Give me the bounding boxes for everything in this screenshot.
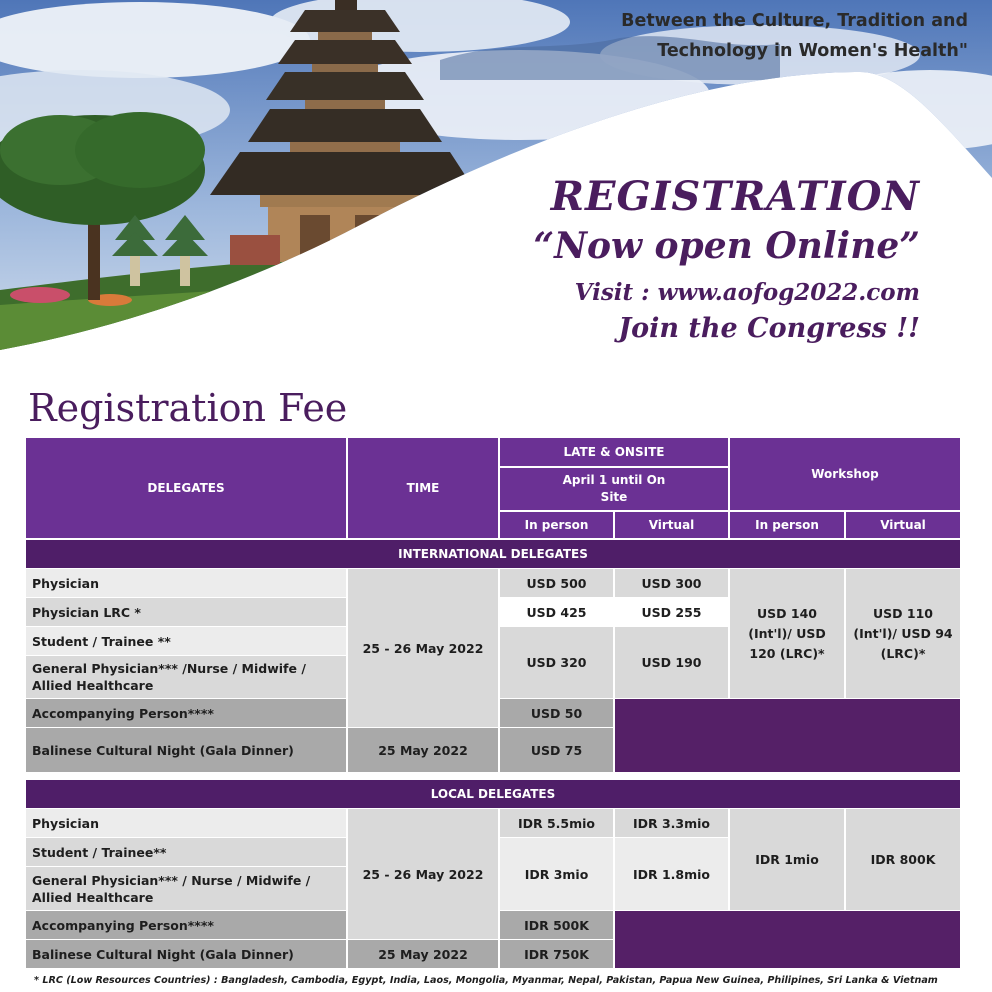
tagline-line-1: Between the Culture, Tradition and bbox=[621, 11, 968, 31]
intl-physician-lrc-in-person-fee: USD 425 bbox=[500, 598, 613, 626]
header-late-virtual: Virtual bbox=[615, 512, 728, 538]
local-student-general-in-person-fee: IDR 3mio bbox=[500, 838, 613, 910]
intl-physician-lrc-virtual-fee: USD 255 bbox=[615, 598, 728, 626]
hero-banner bbox=[0, 0, 992, 380]
intl-gala-fee: USD 75 bbox=[500, 728, 613, 772]
intl-physician-lrc-label: Physician LRC * bbox=[26, 598, 346, 626]
intl-accompanying-fee: USD 50 bbox=[500, 699, 613, 727]
header-workshop: Workshop bbox=[730, 438, 960, 510]
local-empty-block bbox=[615, 911, 960, 968]
tagline-line-2: Technology in Women's Health" bbox=[657, 41, 968, 61]
local-physician-virtual-fee: IDR 3.3mio bbox=[615, 809, 728, 837]
join-congress-text: Join the Congress !! bbox=[618, 313, 920, 344]
local-accompanying-fee: IDR 500K bbox=[500, 911, 613, 939]
local-gala-fee: IDR 750K bbox=[500, 940, 613, 968]
section-international-delegates: INTERNATIONAL DELEGATES bbox=[26, 540, 960, 568]
header-delegates: DELEGATES bbox=[26, 438, 346, 538]
registration-heading: REGISTRATION bbox=[550, 173, 920, 220]
header-late-in-person: In person bbox=[500, 512, 613, 538]
intl-workshop-in-person-fee: USD 140 (Int'l)/ USD 120 (LRC)* bbox=[730, 569, 844, 698]
lrc-footnote: * LRC (Low Resources Countries) : Bangladesh, Cambodia, Egypt, India, Laos, Mongolia, Myanmar, Nepal, Pakistan, Papua New Guinea, Philipines, Sri Lanka & Vietnam bbox=[34, 975, 938, 986]
header-workshop-in-person: In person bbox=[730, 512, 844, 538]
local-workshop-virtual-fee: IDR 800K bbox=[846, 809, 960, 910]
intl-student-general-virtual-fee: USD 190 bbox=[615, 627, 728, 698]
header-workshop-virtual: Virtual bbox=[846, 512, 960, 538]
intl-student-general-in-person-fee: USD 320 bbox=[500, 627, 613, 698]
header-time: TIME bbox=[348, 438, 498, 538]
local-time: 25 - 26 May 2022 bbox=[348, 809, 498, 939]
section-local-delegates: LOCAL DELEGATES bbox=[26, 780, 960, 808]
local-gala-label: Balinese Cultural Night (Gala Dinner) bbox=[26, 940, 346, 968]
registration-announcement bbox=[520, 172, 920, 348]
local-physician-label: Physician bbox=[26, 809, 346, 837]
intl-accompanying-label: Accompanying Person**** bbox=[26, 699, 346, 727]
local-student-label: Student / Trainee** bbox=[26, 838, 346, 866]
intl-physician-virtual-fee: USD 300 bbox=[615, 569, 728, 597]
congress-tagline bbox=[560, 6, 968, 66]
intl-general-physician-label: General Physician*** /Nurse / Midwife / Allied Healthcare bbox=[26, 656, 346, 698]
intl-physician-in-person-fee: USD 500 bbox=[500, 569, 613, 597]
header-late-onsite: LATE & ONSITE bbox=[500, 438, 728, 466]
local-workshop-in-person-fee: IDR 1mio bbox=[730, 809, 844, 910]
intl-gala-label: Balinese Cultural Night (Gala Dinner) bbox=[26, 728, 346, 772]
header-late-period: April 1 until On Site bbox=[500, 468, 728, 510]
local-general-physician-label: General Physician*** / Nurse / Midwife / Allied Healthcare bbox=[26, 867, 346, 910]
registration-subheading: “Now open Online” bbox=[533, 225, 920, 267]
intl-student-label: Student / Trainee ** bbox=[26, 627, 346, 655]
intl-gala-time: 25 May 2022 bbox=[348, 728, 498, 772]
local-gala-time: 25 May 2022 bbox=[348, 940, 498, 968]
intl-physician-label: Physician bbox=[26, 569, 346, 597]
intl-empty-block bbox=[615, 699, 960, 772]
local-accompanying-label: Accompanying Person**** bbox=[26, 911, 346, 939]
visit-website-text: Visit : www.aofog2022.com bbox=[574, 279, 920, 306]
local-physician-in-person-fee: IDR 5.5mio bbox=[500, 809, 613, 837]
intl-time: 25 - 26 May 2022 bbox=[348, 569, 498, 727]
local-student-general-virtual-fee: IDR 1.8mio bbox=[615, 838, 728, 910]
registration-fee-title: Registration Fee bbox=[28, 386, 348, 430]
intl-workshop-virtual-fee: USD 110 (Int'l)/ USD 94 (LRC)* bbox=[846, 569, 960, 698]
